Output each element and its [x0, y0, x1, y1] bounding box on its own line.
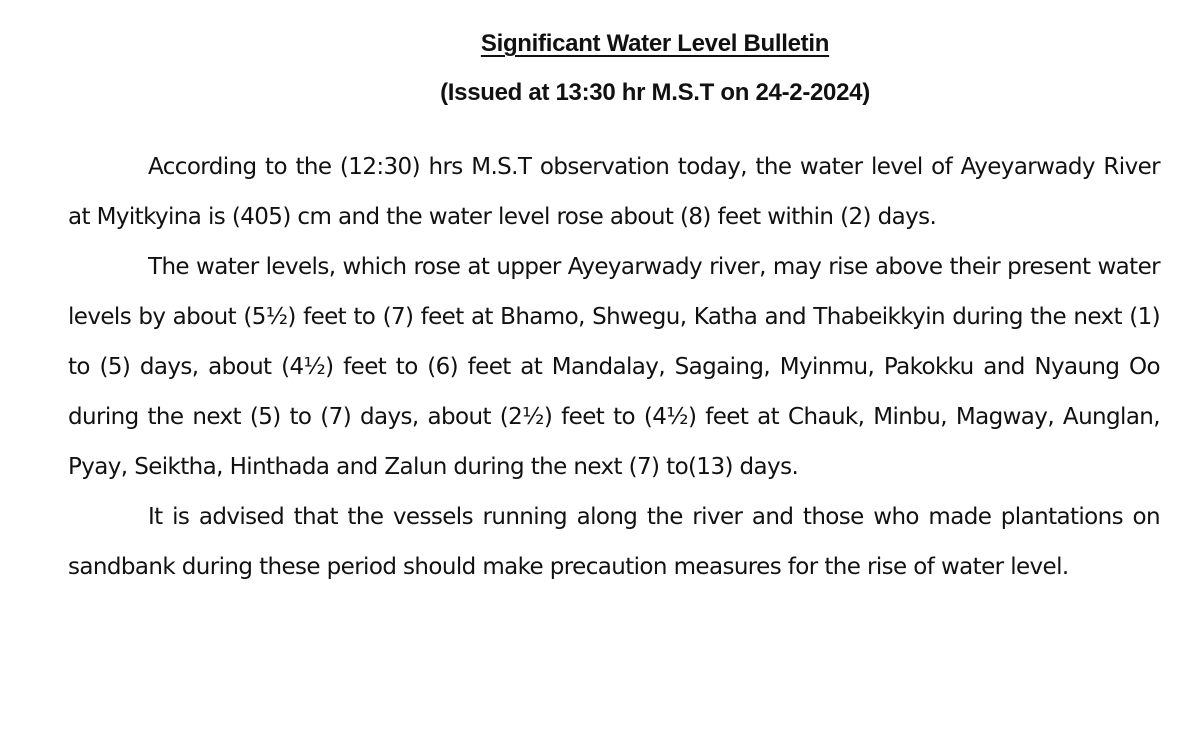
paragraph-forecast: The water levels, which rose at upper Ayeyarwady river, may rise above their present water levels by about (5½) feet to (7) feet at Bhamo, Shwegu, Katha and Thabeikkyin during the next (1) to (5) days, about (4½) feet to (6) feet at Mandalay, Sagaing, Myinmu, Pakokku and Nyaung Oo during the next (5) to (7) days, about (2½) feet to (4½) feet at Chauk, Minbu, Magway, Aunglan, Pyay, Seiktha, Hinthada and Zalun during the next (7) to(13) days. [68, 254, 1160, 480]
bulletin-body [68, 142, 1160, 592]
paragraph-observation: According to the (12:30) hrs M.S.T observation today, the water level of Ayeyarwady River at Myitkyina is (405) cm and the water level rose about (8) feet within (2) days. [68, 154, 1160, 230]
paragraph-advisory: It is advised that the vessels running along the river and those who made plantations on sandbank during these period should make precaution measures for the rise of water level. [68, 504, 1160, 580]
bulletin-issued-time: (Issued at 13:30 hr M.S.T on 24-2-2024) [440, 79, 870, 106]
bulletin-title: Significant Water Level Bulletin [480, 30, 830, 57]
